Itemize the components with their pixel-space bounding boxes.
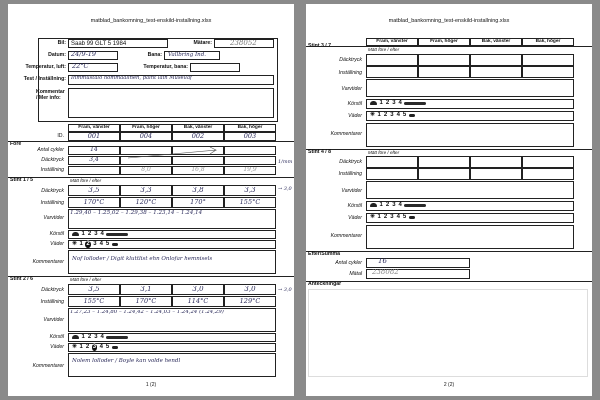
turtle-icon <box>72 335 79 339</box>
sun-icon: ✳ <box>370 112 376 118</box>
korstil-option[interactable]: 2 <box>87 334 92 340</box>
id-cell[interactable] <box>172 132 224 141</box>
stint2-value: 3,1 <box>140 285 152 293</box>
stint2-value: 3,0 <box>192 285 204 293</box>
stint2-value: 155°C <box>83 297 105 305</box>
stint1-subtitle: Mätt före / efter <box>70 178 102 183</box>
stint2-vader-label: Väder <box>50 344 64 350</box>
vader-option[interactable]: 2 <box>383 214 388 220</box>
stint2-cell[interactable] <box>224 284 276 295</box>
efter-antal-cykler-label: Antal cykler <box>335 260 362 266</box>
stint4-cell[interactable] <box>418 168 470 180</box>
bil-value: Saab 99 GLT 5 1984 <box>71 41 127 47</box>
vader-option[interactable]: 2 <box>85 344 90 350</box>
stint1-installning-label: Inställning <box>40 200 64 206</box>
stint2-subtitle: Mätt före / efter <box>70 277 102 282</box>
stint2-cell[interactable] <box>68 296 120 307</box>
col-header-fram-hoger: Fram, höger <box>120 124 172 132</box>
stint2-margin-note: → 3,0 <box>278 287 292 293</box>
sun-icon: ✳ <box>72 241 78 247</box>
korstil-option[interactable]: 4 <box>100 334 104 340</box>
stint3-kommentarer-field[interactable] <box>366 123 574 147</box>
stint1-vader-label: Väder <box>50 241 64 247</box>
stint3-cell[interactable] <box>522 66 574 78</box>
matare-label: Mätare: <box>193 40 212 46</box>
vader-option[interactable]: 3 <box>92 344 97 350</box>
stint2-vader-scale <box>72 344 118 351</box>
page-number: 2 (2) <box>443 381 455 388</box>
stint2-dacktryck-label: Däcktryck <box>41 287 64 293</box>
korstil-option[interactable]: 4 <box>100 231 104 237</box>
vader-option[interactable]: 2 <box>86 241 90 247</box>
fore-value: 8,0 <box>141 167 151 174</box>
stint4-cell[interactable] <box>366 168 418 180</box>
stint4-varvtider-label: Varvtider <box>341 188 362 194</box>
stint4-cell[interactable] <box>366 156 418 168</box>
stint3-cell[interactable] <box>522 54 574 66</box>
stint2-cell[interactable] <box>172 296 224 307</box>
id-cell[interactable] <box>224 132 276 141</box>
vader-option[interactable]: 1 <box>377 214 381 220</box>
vader-option[interactable]: 4 <box>396 214 400 220</box>
test-label: Test / Inställning: <box>23 76 66 82</box>
col-header-bak-vanster: Bak, vänster <box>172 124 224 132</box>
stint4-vader-label: Väder <box>348 215 362 221</box>
stint2-installning-label: Inställning <box>40 299 64 305</box>
col-header-bak-hoger: Bak, höger <box>224 124 276 132</box>
stint4-korstil-label: Körstil <box>347 203 362 209</box>
stint4-cell[interactable] <box>522 168 574 180</box>
divider <box>8 276 294 277</box>
id-value: 002 <box>191 132 205 140</box>
korstil-option[interactable]: 1 <box>379 100 383 106</box>
file-title: matblad_bankomning_test-enskild-installning.xlsx <box>388 18 510 24</box>
stint4-kommentarer-label: Kommentarer <box>330 233 362 239</box>
stint1-kommentar-value: Nof lolloder / Digit kluttlist ehn Onlofar hemnisels <box>72 256 213 262</box>
stint1-cell[interactable] <box>68 197 120 208</box>
stint1-value: 3,3 <box>140 186 152 194</box>
fore-value: 19,9 <box>243 167 257 174</box>
col-header-bak-hoger: Bak, höger <box>522 38 574 46</box>
stint2-kommentarer-field[interactable] <box>68 353 276 377</box>
vader-option[interactable]: 4 <box>396 112 400 118</box>
fore-installning-label: Inställning <box>40 167 64 173</box>
vader-option[interactable]: 5 <box>402 112 407 118</box>
fore-cell[interactable] <box>68 166 120 175</box>
rain-cloud-icon <box>409 114 415 118</box>
stint4-dacktryck-label: Däcktryck <box>339 159 362 165</box>
vader-option[interactable]: 3 <box>93 241 97 247</box>
stint2-cell[interactable] <box>172 284 224 295</box>
divider <box>8 141 294 142</box>
fore-cell[interactable] <box>224 166 276 175</box>
stint1-korstil-scale <box>72 231 128 238</box>
efter-matare-label: Mätal <box>349 271 362 277</box>
korstil-option[interactable]: 2 <box>385 202 390 208</box>
fore-dacktryck-label: Däcktryck <box>41 157 64 163</box>
fore-value: 3,4 <box>89 157 99 164</box>
fore-antal-cykler-label: Antal cykler <box>37 147 64 153</box>
temp-luft-value: 22°C <box>72 63 89 70</box>
anteckningar-area[interactable] <box>308 289 588 377</box>
stint1-cell[interactable] <box>172 197 224 208</box>
stint3-varvtider-label: Varvtider <box>341 86 362 92</box>
stint1-vader-scale <box>72 241 118 248</box>
sun-icon: ✳ <box>72 344 78 350</box>
stint1-kommentarer-label: Kommentarer <box>32 259 64 265</box>
vader-option[interactable]: 2 <box>383 112 388 118</box>
korstil-option[interactable]: 1 <box>81 231 85 237</box>
file-title: matblad_bankomning_test-enskild-installning.xlsx <box>90 18 212 24</box>
stint2-varvtider-value: 1.27,23 – 1.24,80 – 1.24,42 – 1.24,03 – 1.24,24 (1.24,29) <box>70 310 224 315</box>
stint1-varvtider-label: Varvtider <box>43 215 64 221</box>
test-value: Ihmmustalo hommaalinen, paint lain Musellaf <box>71 76 192 81</box>
korstil-option[interactable]: 3 <box>392 100 396 106</box>
stint3-varvtider-field[interactable] <box>366 79 574 97</box>
vader-option[interactable]: 3 <box>390 214 394 220</box>
vader-option[interactable]: 5 <box>402 214 407 220</box>
stint4-installning-label: Inställning <box>338 171 362 177</box>
bana-value: Vallbring Ind. <box>168 52 206 58</box>
stint4-vader-scale <box>370 214 415 221</box>
fore-cell[interactable] <box>68 146 120 155</box>
stint3-cell[interactable] <box>470 66 522 78</box>
divider <box>306 46 592 47</box>
korstil-option[interactable]: 2 <box>385 100 390 106</box>
rabbit-icon <box>106 233 128 237</box>
stint2-value: 114°C <box>187 297 209 305</box>
stint3-dacktryck-label: Däcktryck <box>339 57 362 63</box>
stint3-cell[interactable] <box>366 54 418 66</box>
korstil-option[interactable]: 3 <box>94 231 98 237</box>
stint1-value: 3,8 <box>192 186 204 194</box>
vader-option[interactable]: 5 <box>105 344 110 350</box>
form-page-2 <box>306 4 592 396</box>
stint4-kommentarer-field[interactable] <box>366 225 574 249</box>
stint4-cell[interactable] <box>470 168 522 180</box>
vader-option[interactable]: 1 <box>377 112 381 118</box>
stint2-varvtider-label: Varvtider <box>43 317 64 323</box>
stint2-value: 129°C <box>239 297 261 305</box>
stint2-kommentarer-label: Kommentarer <box>32 363 64 369</box>
kommentar-label: Kommentar / Mer info: <box>36 89 65 101</box>
vader-option[interactable]: 4 <box>99 344 103 350</box>
sun-icon: ✳ <box>370 214 376 220</box>
rabbit-icon <box>404 102 426 106</box>
rain-cloud-icon <box>112 346 118 350</box>
fore-margin-note: 1/mm <box>278 159 293 165</box>
stint1-cell[interactable] <box>224 197 276 208</box>
stint1-cell[interactable] <box>172 185 224 196</box>
turtle-icon <box>370 101 377 105</box>
bil-label: Bil: <box>57 40 66 46</box>
datum-label: Datum: <box>48 52 66 58</box>
korstil-option[interactable]: 3 <box>392 202 396 208</box>
col-header-fram-hoger: Fram, höger <box>418 38 470 46</box>
stint3-cell[interactable] <box>418 54 470 66</box>
id-label: ID. <box>57 133 64 139</box>
id-value: 001 <box>87 132 101 140</box>
fore-value: 16,8 <box>191 167 205 174</box>
stint2-value: 3,0 <box>244 285 256 293</box>
stint1-value: 3,3 <box>244 186 256 194</box>
stint2-kommentar-value: Nolem lolloder / Boyle kan volde hendl <box>72 358 181 364</box>
stint2-cell[interactable] <box>68 284 120 295</box>
divider <box>306 149 592 150</box>
stint4-cell[interactable] <box>470 156 522 168</box>
temp-bana-label: Temperatur, bana: <box>143 64 188 70</box>
stint3-title: Stint 3 / 7 <box>308 43 332 49</box>
korstil-option[interactable]: 3 <box>94 334 98 340</box>
korstil-option[interactable]: 4 <box>398 202 402 208</box>
stint3-cell[interactable] <box>418 66 470 78</box>
stint1-cell[interactable] <box>120 185 172 196</box>
matare-value: 238052 <box>230 40 257 47</box>
fore-value: 14 <box>90 147 98 154</box>
stint2-value: 3,5 <box>88 285 100 293</box>
divider <box>306 251 592 252</box>
stint4-varvtider-field[interactable] <box>366 181 574 199</box>
page-number: 1 (2) <box>145 381 157 388</box>
form-page-1 <box>8 4 294 396</box>
stint4-subtitle: Mätt före / efter <box>368 150 400 155</box>
temp-bana-field[interactable] <box>190 63 240 72</box>
col-header-fram-vanster: Fram, vänster <box>366 38 418 46</box>
stint1-title: Stint 1 / 5 <box>10 177 34 183</box>
turtle-icon <box>72 232 79 236</box>
rabbit-icon <box>106 336 128 340</box>
stint4-korstil-scale <box>370 202 426 209</box>
vader-option[interactable]: 5 <box>105 241 110 247</box>
turtle-icon <box>370 203 377 207</box>
stint2-cell[interactable] <box>224 296 276 307</box>
stint3-kommentarer-label: Kommentarer <box>330 131 362 137</box>
strike-arrow <box>126 146 226 166</box>
kommentar-field[interactable] <box>68 88 274 118</box>
rain-cloud-icon <box>409 216 415 220</box>
stint2-title: Stint 2 / 6 <box>10 276 34 282</box>
vader-option[interactable]: 1 <box>79 241 83 247</box>
stint1-value: 155°C <box>239 198 261 206</box>
stint1-value: 120°C <box>135 198 157 206</box>
stint3-cell[interactable] <box>470 54 522 66</box>
stint3-vader-label: Väder <box>348 113 362 119</box>
fore-cell[interactable] <box>224 146 276 155</box>
fore-cell[interactable] <box>172 166 224 175</box>
stint3-korstil-label: Körstil <box>347 101 362 107</box>
korstil-option[interactable]: 2 <box>87 231 92 237</box>
divider <box>8 177 294 178</box>
stint2-korstil-label: Körstil <box>49 334 64 340</box>
stint2-cell[interactable] <box>120 296 172 307</box>
efter-title: Efter/Summa <box>308 251 340 257</box>
korstil-option[interactable]: 1 <box>81 334 85 340</box>
efter-antal-cykler-value: 16 <box>378 258 387 265</box>
stint1-korstil-label: Körstil <box>49 231 64 237</box>
fore-cell[interactable] <box>224 156 276 165</box>
fore-title: Före <box>10 141 22 147</box>
stint1-dacktryck-label: Däcktryck <box>41 188 64 194</box>
stint1-cell[interactable] <box>224 185 276 196</box>
id-cell[interactable] <box>68 132 120 141</box>
datum-value: 24/9-19 <box>71 51 97 58</box>
vader-option[interactable]: 4 <box>99 241 103 247</box>
vader-option[interactable]: 3 <box>390 112 394 118</box>
stint3-subtitle: Mätt före / efter <box>368 47 400 52</box>
id-value: 003 <box>243 132 257 140</box>
stint4-cell[interactable] <box>522 156 574 168</box>
stint1-value: 170°C <box>83 198 105 206</box>
stint1-cell[interactable] <box>68 185 120 196</box>
rain-cloud-icon <box>112 243 118 247</box>
fore-cell[interactable] <box>68 156 120 165</box>
stint2-value: 170°C <box>135 297 157 305</box>
col-header-fram-vanster: Fram, vänster <box>68 124 120 132</box>
temp-luft-label: Temperatur, luft: <box>25 64 66 70</box>
rabbit-icon <box>404 204 426 208</box>
stint3-installning-label: Inställning <box>338 70 362 76</box>
stint4-cell[interactable] <box>418 156 470 168</box>
stint1-cell[interactable] <box>120 197 172 208</box>
stint2-cell[interactable] <box>120 284 172 295</box>
korstil-option[interactable]: 1 <box>379 202 383 208</box>
korstil-option[interactable]: 4 <box>398 100 402 106</box>
vader-option[interactable]: 1 <box>79 344 83 350</box>
id-cell[interactable] <box>120 132 172 141</box>
id-value: 004 <box>139 132 153 140</box>
fore-cell[interactable] <box>120 166 172 175</box>
stint4-title: Stint 4 / 8 <box>308 149 332 155</box>
bana-label: Bana: <box>147 52 162 58</box>
stint1-value: 3,5 <box>88 186 100 194</box>
anteckningar-title: Anteckningar <box>308 281 342 287</box>
stint1-margin-note: → 3,0 <box>278 186 292 192</box>
stint1-value: 170° <box>190 198 206 206</box>
stint2-korstil-scale <box>72 334 128 341</box>
divider <box>306 281 592 282</box>
efter-matare-value: 238082 <box>372 269 399 276</box>
col-header-bak-vanster: Bak, vänster <box>470 38 522 46</box>
stint1-varvtider-value: 1.29,40 – 1.25,02 – 1.29,38 – 1.23,14 – 1.24,14 <box>70 210 203 216</box>
stint3-cell[interactable] <box>366 66 418 78</box>
stint3-korstil-scale <box>370 100 426 107</box>
stint3-vader-scale <box>370 112 415 119</box>
